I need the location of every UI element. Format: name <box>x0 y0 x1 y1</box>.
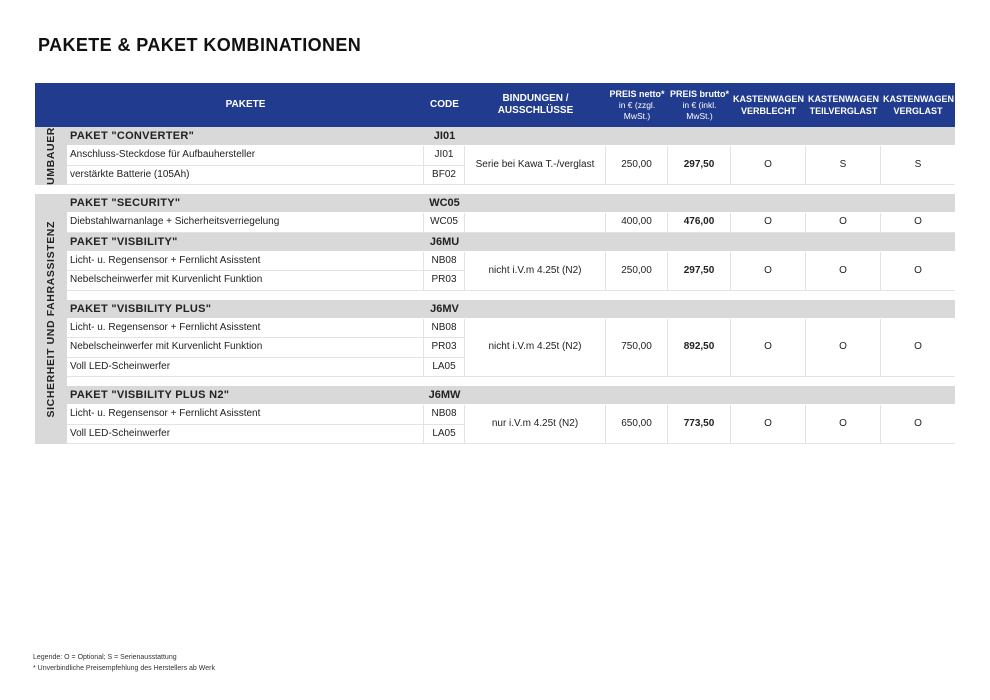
header-preis-brutto-sub: in € (inkl. MwSt.) <box>682 100 717 121</box>
item-name: verstärkte Batterie (105Ah) <box>67 166 424 186</box>
item-row <box>35 252 955 272</box>
avail-verglast: O <box>881 319 955 378</box>
item-row <box>35 319 955 339</box>
price-netto: 400,00 <box>606 213 668 233</box>
group-label-sicherheit: SICHERHEIT UND FAHRASSISTENZ <box>35 194 67 444</box>
item-code: PR03 <box>424 338 465 358</box>
item-code: LA05 <box>424 358 465 378</box>
avail-verglast: O <box>881 405 955 444</box>
package-code: J6MV <box>424 300 465 319</box>
package-row-converter <box>35 127 955 146</box>
price-netto: 750,00 <box>606 319 668 378</box>
avail-verblecht: O <box>731 252 806 291</box>
header-preis-netto-sub: in € (zzgl. MwSt.) <box>618 100 656 121</box>
avail-verblecht: O <box>731 146 806 185</box>
item-name: Nebelscheinwerfer mit Kurvenlicht Funktion <box>67 271 424 291</box>
avail-teilverglast: O <box>806 252 881 291</box>
item-code: BF02 <box>424 166 465 186</box>
price-brutto: 892,50 <box>668 319 731 378</box>
package-spacer <box>35 291 955 300</box>
item-code: LA05 <box>424 425 465 445</box>
header-kv-teilverglast: KASTENWAGEN TEILVERGLAST <box>806 83 881 127</box>
item-name: Licht- u. Regensensor + Fernlicht Asisstent <box>67 319 424 339</box>
binding-cell: nicht i.V.m 4.25t (N2) <box>465 319 606 378</box>
package-code: J6MU <box>424 233 465 252</box>
package-row-visbility-plus <box>35 300 955 319</box>
avail-verglast: O <box>881 252 955 291</box>
package-code: J6MW <box>424 386 465 405</box>
package-name: PAKET "SECURITY" <box>67 194 424 213</box>
item-name: Licht- u. Regensensor + Fernlicht Asisstent <box>67 405 424 425</box>
group-spacer <box>35 185 955 194</box>
package-row-visbility-plus-n2 <box>35 386 955 405</box>
binding-cell: nicht i.V.m 4.25t (N2) <box>465 252 606 291</box>
legend-text: Legende: O = Optional; S = Serienausstattung <box>33 654 177 661</box>
header-kv-verglast: KASTENWAGEN VERGLAST <box>881 83 955 127</box>
price-netto: 250,00 <box>606 252 668 291</box>
package-header-fill <box>465 194 955 213</box>
item-code: NB08 <box>424 252 465 272</box>
avail-verblecht: O <box>731 405 806 444</box>
binding-cell <box>465 213 606 233</box>
price-netto: 650,00 <box>606 405 668 444</box>
item-name: Voll LED-Scheinwerfer <box>67 425 424 445</box>
package-header-fill <box>465 300 955 319</box>
price-brutto: 773,50 <box>668 405 731 444</box>
footer-legend <box>33 652 215 674</box>
price-netto: 250,00 <box>606 146 668 185</box>
item-name: Anschluss-Steckdose für Aufbauhersteller <box>67 146 424 166</box>
avail-verblecht: O <box>731 213 806 233</box>
avail-teilverglast: O <box>806 405 881 444</box>
avail-verglast: O <box>881 213 955 233</box>
table-header-row <box>35 83 955 127</box>
avail-teilverglast: S <box>806 146 881 185</box>
binding-cell: Serie bei Kawa T.-/verglast <box>465 146 606 185</box>
package-name: PAKET "VISBILITY PLUS" <box>67 300 424 319</box>
header-preis-brutto-title: PREIS brutto* <box>670 89 730 99</box>
item-row <box>35 405 955 425</box>
price-brutto: 297,50 <box>668 146 731 185</box>
item-name: Licht- u. Regensensor + Fernlicht Asisstent <box>67 252 424 272</box>
avail-teilverglast: O <box>806 213 881 233</box>
price-brutto: 476,00 <box>668 213 731 233</box>
package-header-fill <box>465 127 955 146</box>
header-preis-brutto <box>668 83 731 127</box>
page-title: PAKETE & PAKET KOMBINATIONEN <box>38 35 362 55</box>
item-row <box>35 213 955 233</box>
package-spacer <box>35 377 955 386</box>
package-name: PAKET "CONVERTER" <box>67 127 424 146</box>
header-code: CODE <box>424 83 465 127</box>
header-preis-netto-title: PREIS netto* <box>609 89 665 99</box>
avail-verblecht: O <box>731 319 806 378</box>
package-code: JI01 <box>424 127 465 146</box>
avail-verglast: S <box>881 146 955 185</box>
binding-cell: nur i.V.m 4.25t (N2) <box>465 405 606 444</box>
package-header-fill <box>465 386 955 405</box>
item-name: Nebelscheinwerfer mit Kurvenlicht Funktion <box>67 338 424 358</box>
header-pakete: PAKETE <box>67 83 424 127</box>
package-name: PAKET "VISBILITY PLUS N2" <box>67 386 424 405</box>
header-kv-verblecht: KASTENWAGEN VERBLECHT <box>731 83 806 127</box>
package-name: PAKET "VISBILITY" <box>67 233 424 252</box>
package-table <box>35 83 955 444</box>
price-brutto: 297,50 <box>668 252 731 291</box>
package-code: WC05 <box>424 194 465 213</box>
package-row-security <box>35 194 955 213</box>
item-code: NB08 <box>424 319 465 339</box>
avail-teilverglast: O <box>806 319 881 378</box>
header-preis-netto <box>606 83 668 127</box>
header-side <box>35 83 67 127</box>
item-row <box>35 146 955 166</box>
package-row-visbility <box>35 233 955 252</box>
item-name: Diebstahlwarnanlage + Sicherheitsverriegelung <box>67 213 424 233</box>
package-header-fill <box>465 233 955 252</box>
group-label-umbauer: UMBAUER <box>35 127 67 185</box>
item-code: PR03 <box>424 271 465 291</box>
header-bindungen: BINDUNGEN / AUSSCHLÜSSE <box>465 83 606 127</box>
item-name: Voll LED-Scheinwerfer <box>67 358 424 378</box>
item-code: NB08 <box>424 405 465 425</box>
item-code: WC05 <box>424 213 465 233</box>
item-code: JI01 <box>424 146 465 166</box>
price-note: * Unverbindliche Preisempfehlung des Herstellers ab Werk <box>33 665 215 672</box>
